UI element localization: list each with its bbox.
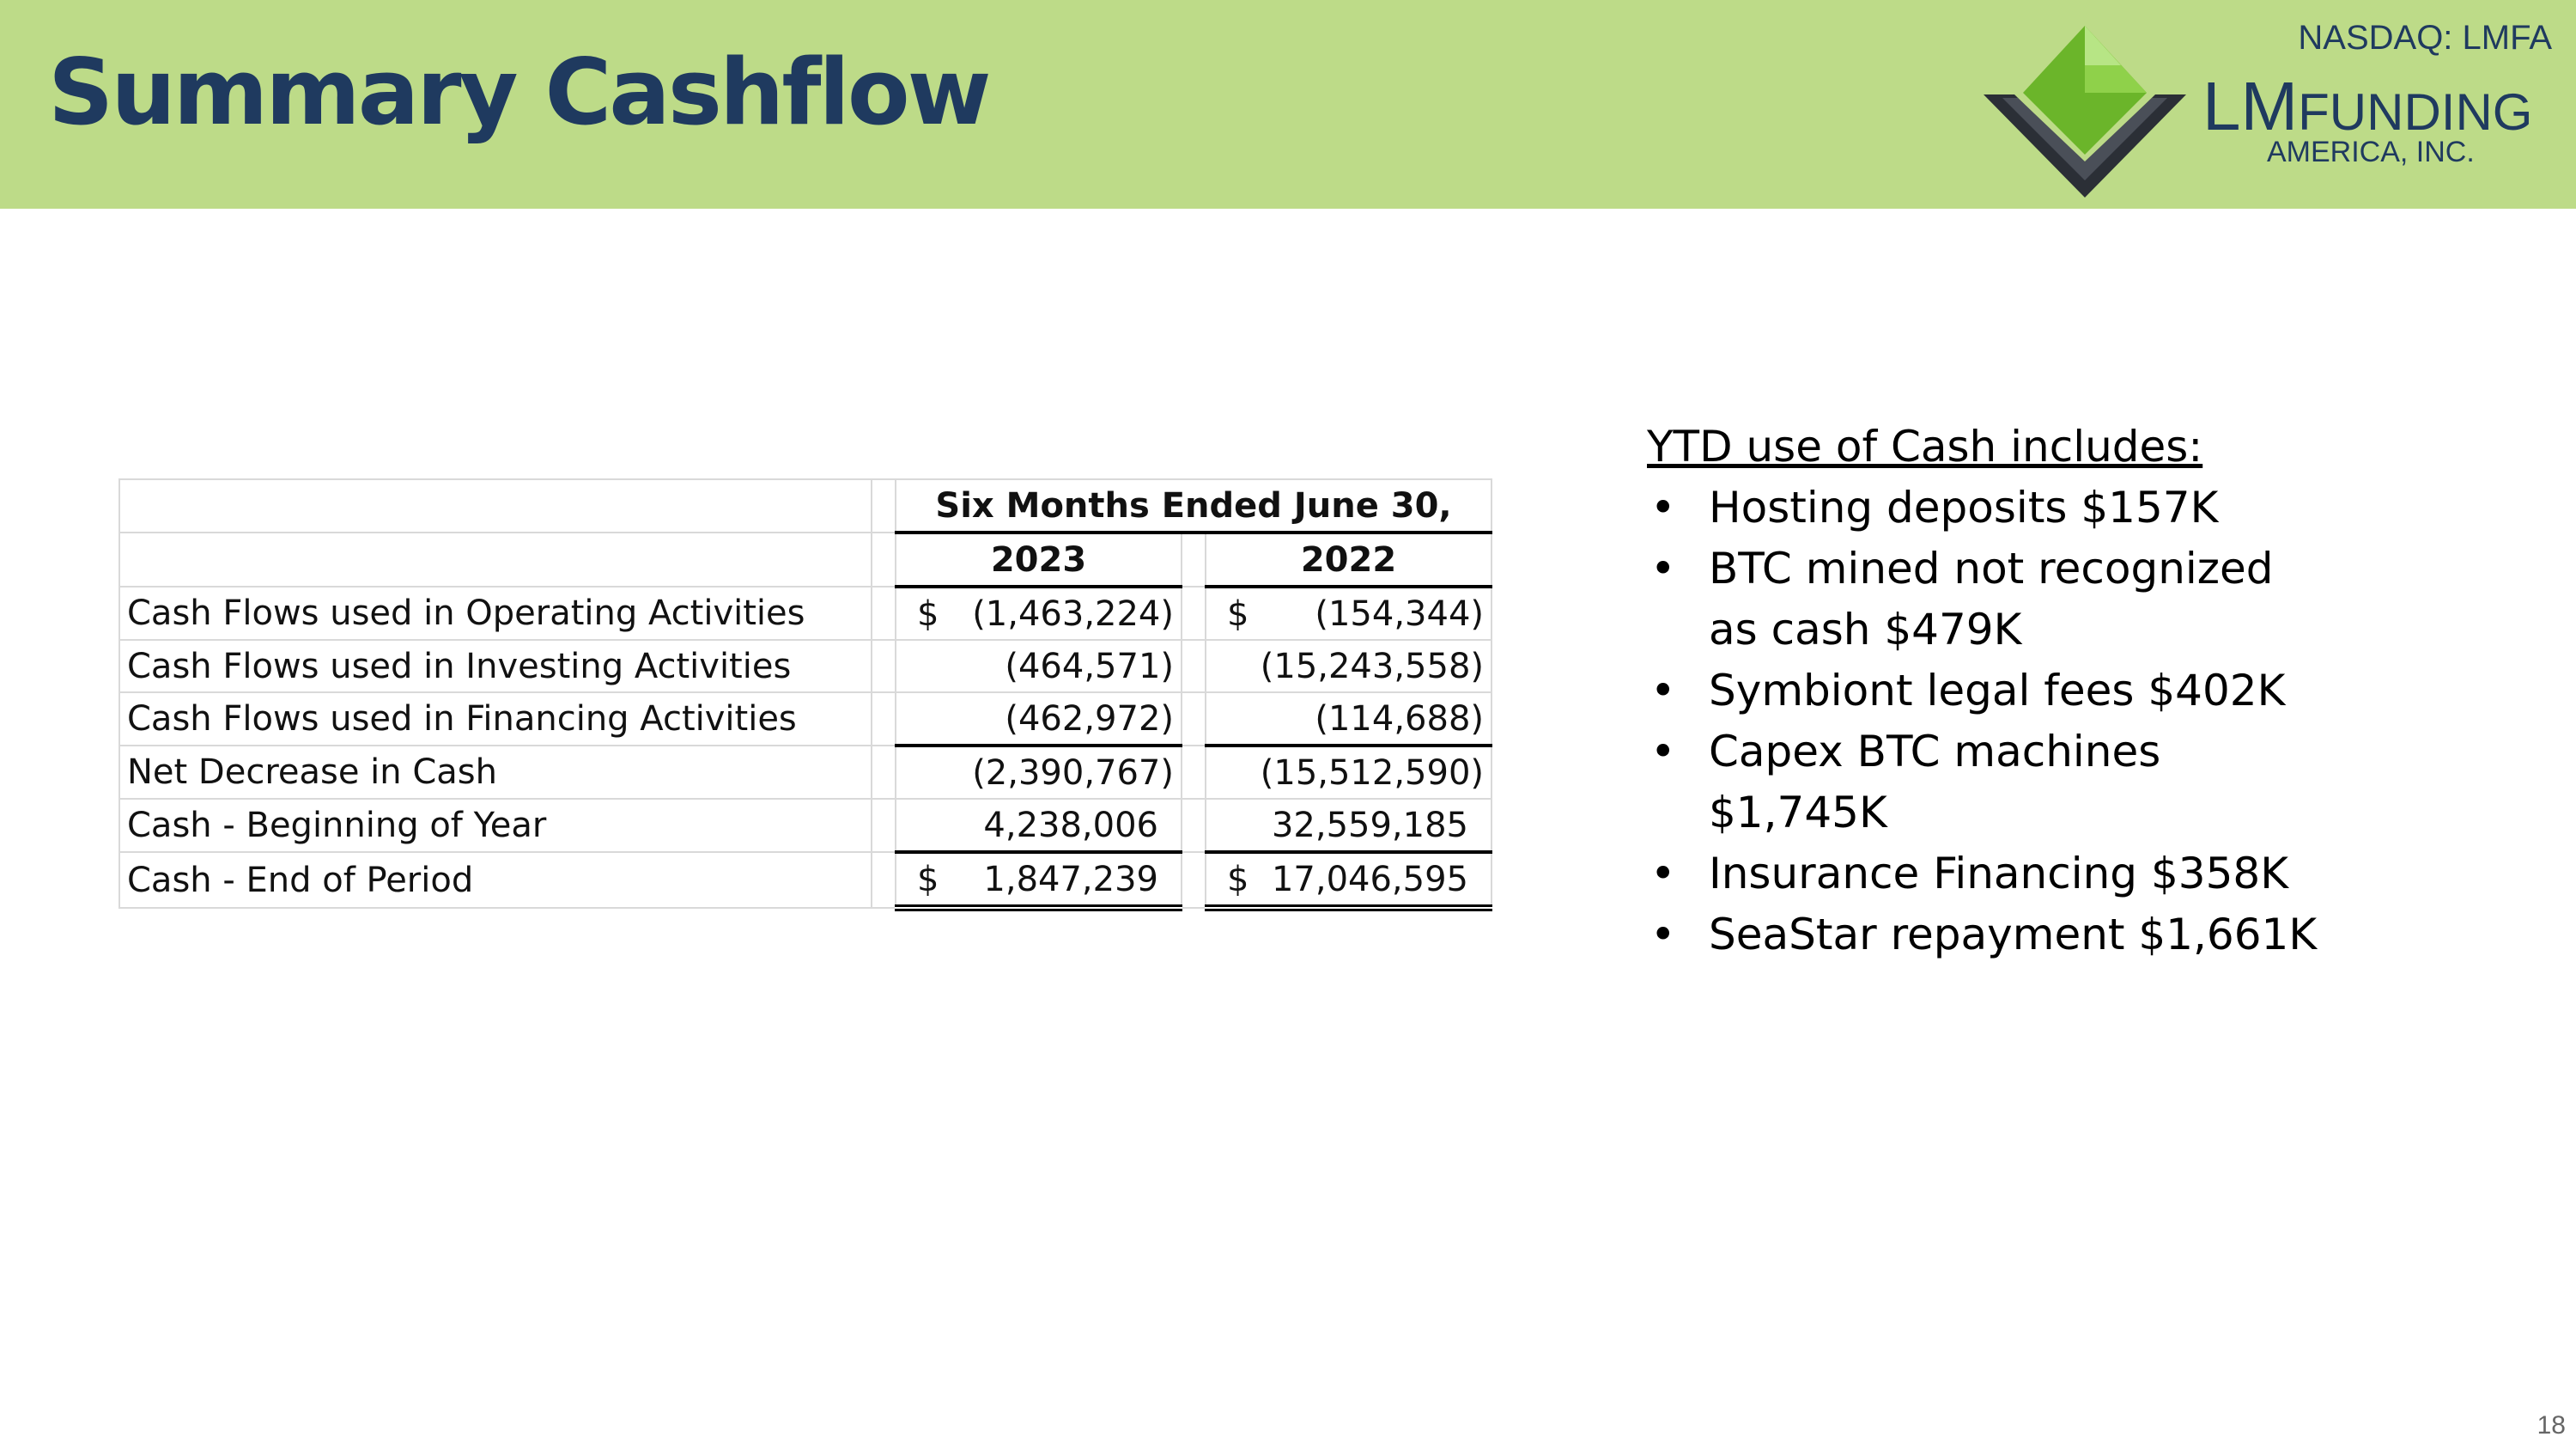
table-row bbox=[119, 852, 1492, 908]
row-label: Cash Flows used in Operating Activities bbox=[119, 587, 872, 640]
currency-symbol: $ bbox=[917, 594, 939, 634]
column-header-2022: 2022 bbox=[1206, 533, 1492, 587]
row-label: Net Decrease in Cash bbox=[119, 746, 872, 799]
currency-symbol: $ bbox=[1227, 594, 1249, 634]
row-label: Cash Flows used in Investing Activities bbox=[119, 640, 872, 692]
list-item: • Hosting deposits $157K bbox=[1647, 478, 2327, 539]
cell-2023: 4,238,006 bbox=[896, 799, 1182, 852]
table-row bbox=[119, 640, 1492, 692]
notes-list bbox=[1647, 478, 2327, 965]
bullet-icon: • bbox=[1650, 727, 1676, 776]
cell-2022: $ (154,344) bbox=[1206, 587, 1492, 640]
header-banner bbox=[0, 0, 2576, 209]
cell-2022: (15,243,558) bbox=[1206, 640, 1492, 692]
bullet-icon: • bbox=[1650, 849, 1676, 898]
currency-symbol: $ bbox=[917, 859, 939, 899]
column-header-2023: 2023 bbox=[896, 533, 1182, 587]
logo-wordmark: LMFUNDING bbox=[2202, 68, 2533, 144]
cell-2023: (462,972) bbox=[896, 692, 1182, 746]
period-header: Six Months Ended June 30, bbox=[896, 479, 1492, 533]
cell-2022: $ 17,046,595 bbox=[1206, 852, 1492, 908]
company-logo bbox=[1984, 17, 2542, 198]
currency-symbol: $ bbox=[1227, 859, 1249, 899]
list-item: • Capex BTC machines $1,745K bbox=[1647, 721, 2327, 843]
bullet-icon: • bbox=[1650, 910, 1676, 959]
list-item: • Insurance Financing $358K bbox=[1647, 843, 2327, 904]
table-row bbox=[119, 746, 1492, 799]
list-item: • Symbiont legal fees $402K bbox=[1647, 661, 2327, 721]
notes-heading: YTD use of Cash includes: bbox=[1647, 422, 2203, 472]
row-label: Cash - Beginning of Year bbox=[119, 799, 872, 852]
table-row bbox=[119, 799, 1492, 852]
bullet-icon: • bbox=[1650, 666, 1676, 715]
cashflow-table bbox=[118, 478, 1492, 911]
cell-2022: (15,512,590) bbox=[1206, 746, 1492, 799]
list-item: • SeaStar repayment $1,661K bbox=[1647, 904, 2327, 965]
cell-2023: (2,390,767) bbox=[896, 746, 1182, 799]
cell-2022: 32,559,185 bbox=[1206, 799, 1492, 852]
cash-use-notes bbox=[1647, 416, 2327, 965]
table-row bbox=[119, 692, 1492, 746]
logo-subtitle: AMERICA, INC. bbox=[2267, 136, 2475, 168]
bullet-icon: • bbox=[1650, 544, 1676, 594]
page-title: Summary Cashflow bbox=[48, 40, 989, 145]
row-label: Cash - End of Period bbox=[119, 852, 872, 908]
table-header-row bbox=[119, 479, 1492, 533]
ticker-label: NASDAQ: LMFA bbox=[2298, 19, 2552, 57]
table-row bbox=[119, 587, 1492, 640]
cell-2023: $ 1,847,239 bbox=[896, 852, 1182, 908]
page-number: 18 bbox=[2537, 1411, 2566, 1440]
row-label: Cash Flows used in Financing Activities bbox=[119, 692, 872, 746]
list-item: • BTC mined not recognized as cash $479K bbox=[1647, 539, 2327, 661]
cell-2023: $ (1,463,224) bbox=[896, 587, 1182, 640]
table-year-row bbox=[119, 533, 1492, 587]
cell-2022: (114,688) bbox=[1206, 692, 1492, 746]
bullet-icon: • bbox=[1650, 483, 1676, 533]
diamond-logo-icon bbox=[1984, 17, 2186, 198]
cell-2023: (464,571) bbox=[896, 640, 1182, 692]
